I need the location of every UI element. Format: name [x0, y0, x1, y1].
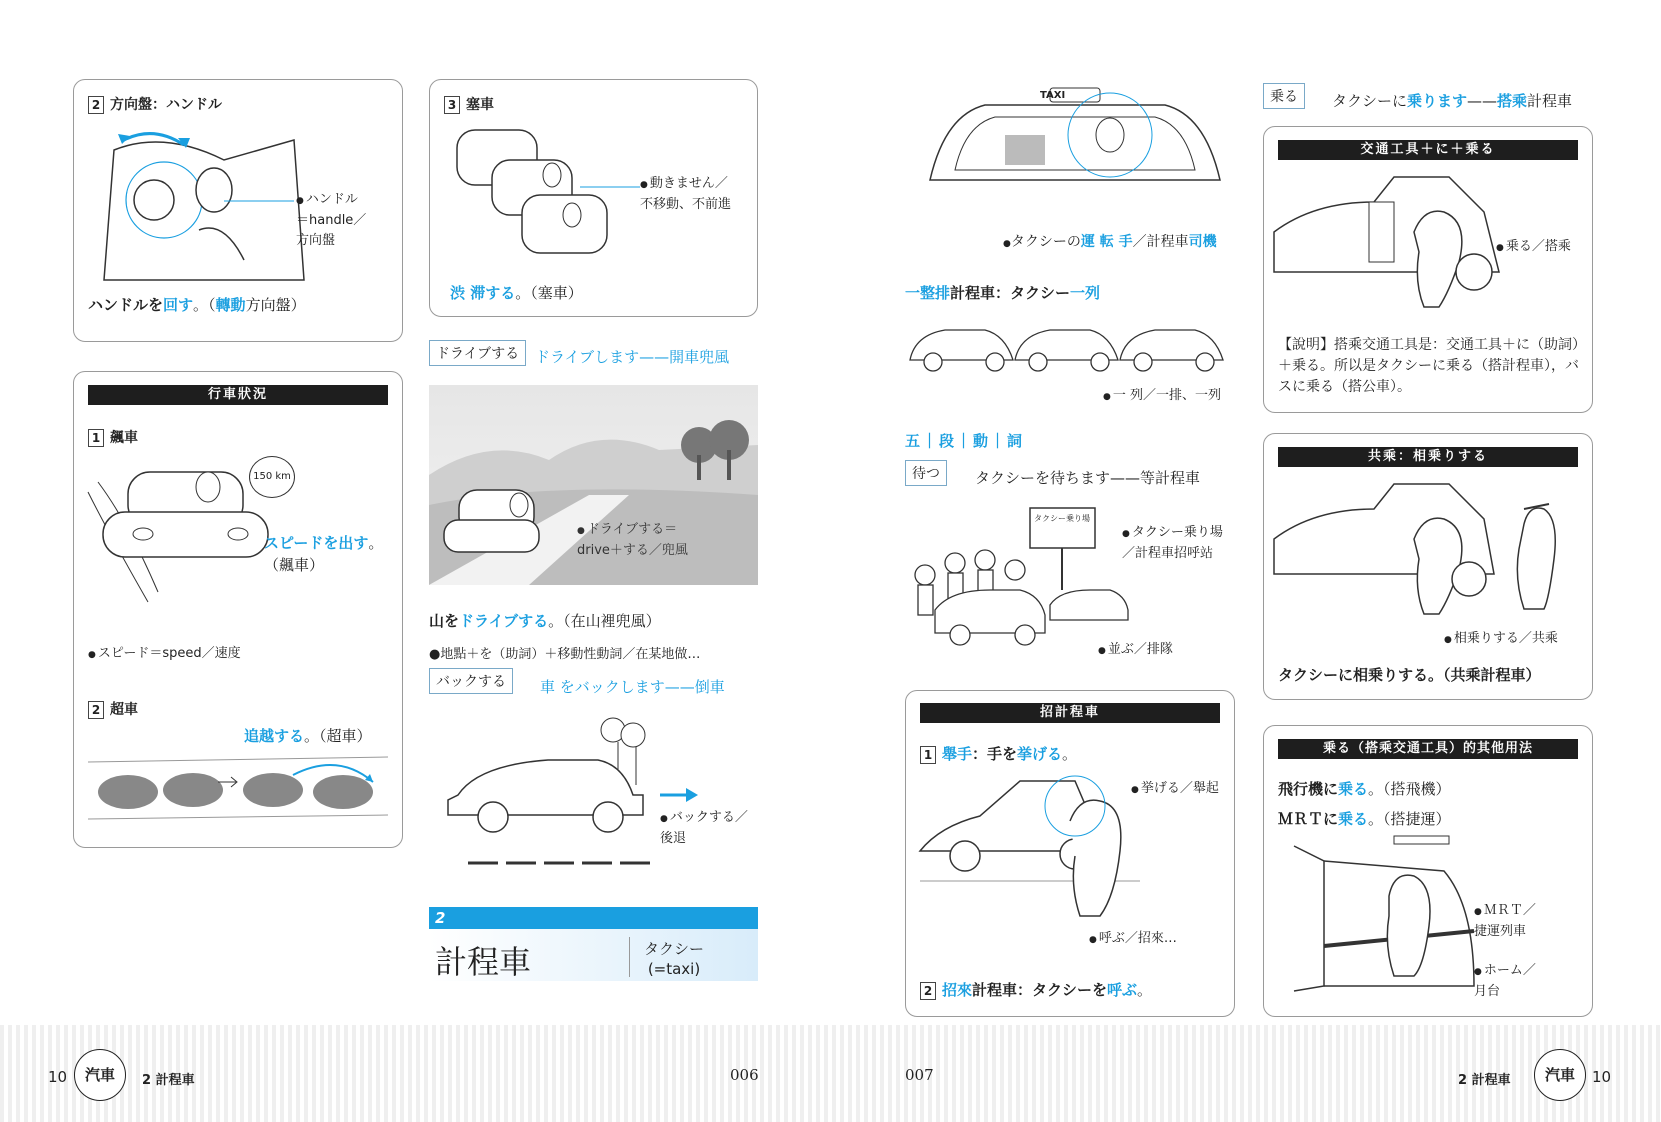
hail-bar: 招計程車 — [920, 703, 1220, 723]
speeding-illustration — [88, 452, 268, 602]
taxi-line-illustration — [905, 315, 1235, 380]
mrt-illustration — [1294, 836, 1474, 1006]
speed-bubble: 150 km — [249, 456, 295, 498]
taxi-front-illustration — [925, 85, 1225, 195]
ride-bar: 交通工具＋に＋乗る — [1278, 140, 1578, 160]
footer-right-page-number: 10 — [1592, 1068, 1612, 1086]
drive-illustration — [429, 385, 758, 585]
speeding-title: 1 飆車 — [88, 427, 138, 447]
jam-label: ● 動きません／ 不移動、不前進 — [640, 174, 731, 215]
overtake-illustration — [88, 757, 388, 827]
driving-status-card — [73, 371, 403, 848]
wait-tag: 待つ — [905, 460, 947, 486]
airplane-sentence: 飛行機に乗る。（搭飛機） — [1278, 780, 1451, 798]
overtake-sentence: 追越する。（超車） — [244, 727, 372, 745]
other-bar: 乗る（搭乘交通工具）的其他用法 — [1278, 739, 1578, 759]
steering-sentence: ハンドルを回す。（轉動方向盤） — [88, 296, 306, 314]
section-number: 2 — [429, 907, 758, 929]
jam-leader — [580, 186, 640, 188]
mrt-label: ● ＭＲＴ／ 捷運列車 — [1474, 901, 1536, 942]
footer-page-right: 007 — [905, 1066, 934, 1084]
speed-note: ● スピード＝speed／速度 — [88, 644, 241, 665]
taxi-sign: TAXI — [1040, 90, 1066, 101]
ride-tag: 乗る — [1263, 83, 1305, 109]
drive-line: ドライブします——開車兜風 — [535, 348, 730, 366]
stand-sign: タクシー乗り場 — [1034, 514, 1090, 523]
stand-label: ● タクシー乗り場 ／計程車招呼站 — [1122, 523, 1223, 564]
share-illustration — [1274, 479, 1574, 619]
ride-explanation: 【說明】搭乘交通工具是：交通工具＋に（助詞）＋乗る。所以是タクシーに乗る（搭計程車），バスに乗る（搭公車）。 — [1278, 337, 1579, 395]
hail-sec2: 2 招來計程車：タクシーを呼ぶ。 — [920, 979, 1152, 1000]
ride-illustration — [1274, 172, 1504, 312]
hail-illustration — [920, 776, 1140, 926]
footer-band — [0, 1025, 1661, 1122]
footer-left-section: 2 計程車 — [142, 1073, 195, 1088]
share-sentence: タクシーに相乗りする。（共乘計程車） — [1278, 666, 1541, 684]
drive-label: ● ドライブする＝ drive＋する／兜風 — [577, 520, 688, 561]
back-illustration — [438, 715, 698, 870]
traffic-jam-card — [429, 79, 758, 317]
wait-line: タクシーを待ちます——等計程車 — [975, 469, 1201, 487]
section-title: 計程車 — [435, 943, 532, 981]
footer-right-chapter-circle: 汽車 — [1534, 1049, 1586, 1101]
status-bar: 行車狀況 — [88, 385, 388, 405]
overtake-title: 2 超車 — [88, 699, 138, 719]
raise-label: ● 挙げる／舉起 — [1131, 779, 1219, 800]
line-row-label: ● 一 列／一排、一列 — [1103, 386, 1221, 407]
steering-illustration — [104, 130, 304, 290]
queue-label: ● 並ぶ／排隊 — [1098, 640, 1173, 661]
ride-line: タクシーに乗ります——搭乘計程車 — [1332, 92, 1573, 110]
share-ride-card — [1263, 433, 1593, 700]
steering-title: 2 方向盤：ハンドル — [88, 94, 222, 114]
speeding-sentence: スピードを出す。 （飆車） — [264, 534, 384, 574]
platform-label: ● ホーム／ 月台 — [1474, 961, 1536, 1002]
jam-title: 3 塞車 — [444, 94, 494, 114]
steering-leader — [224, 200, 294, 202]
footer-right-section: 2 計程車 — [1458, 1073, 1511, 1088]
back-line: 車 をバックします——倒車 — [540, 678, 725, 696]
ride-label: ● 乗る／搭乘 — [1496, 237, 1571, 258]
back-tag: バックする — [429, 668, 513, 694]
hail-taxi-card — [905, 690, 1235, 1017]
steering-label: ● ハンドル ＝handle／ 方向盤 — [296, 190, 366, 251]
section-subtitle: タクシー (=taxi) — [644, 940, 705, 978]
drive-sentence: 山をドライブする。（在山裡兜風） — [429, 612, 661, 630]
section-header — [429, 907, 758, 981]
steering-card — [73, 79, 403, 342]
mrt-sentence: ＭＲＴに乗る。（搭捷運） — [1278, 810, 1451, 828]
godan-title: 五｜段｜動｜詞 — [905, 432, 1025, 450]
share-bar: 共乘：相乗りする — [1278, 447, 1578, 467]
other-uses-card — [1263, 725, 1593, 1017]
drive-tag: ドライブする — [429, 340, 526, 366]
taxi-stand-illustration — [910, 505, 1130, 650]
ride-card — [1263, 126, 1593, 413]
call-label: ● 呼ぶ／招來… — [1089, 929, 1177, 950]
line-row-sentence: 一整排計程車：タクシー一列 — [905, 284, 1101, 302]
footer-page-left: 006 — [730, 1066, 759, 1084]
jam-sentence: 渋 滞する。（塞車） — [450, 284, 583, 302]
share-label: ● 相乗りする／共乘 — [1444, 629, 1558, 650]
hail-sec1: 1 舉手：手を挙げる。 — [920, 743, 1077, 764]
back-label: ● バックする／ 後退 — [660, 808, 748, 849]
footer-left-page-number: 10 — [48, 1068, 68, 1086]
drive-note: ●地點＋を（助詞）＋移動性動詞／在某地做… — [429, 647, 701, 662]
driver-label: ●タクシーの運 転 手／計程車司機 — [1003, 234, 1217, 250]
footer-left-chapter-circle: 汽車 — [74, 1049, 126, 1101]
